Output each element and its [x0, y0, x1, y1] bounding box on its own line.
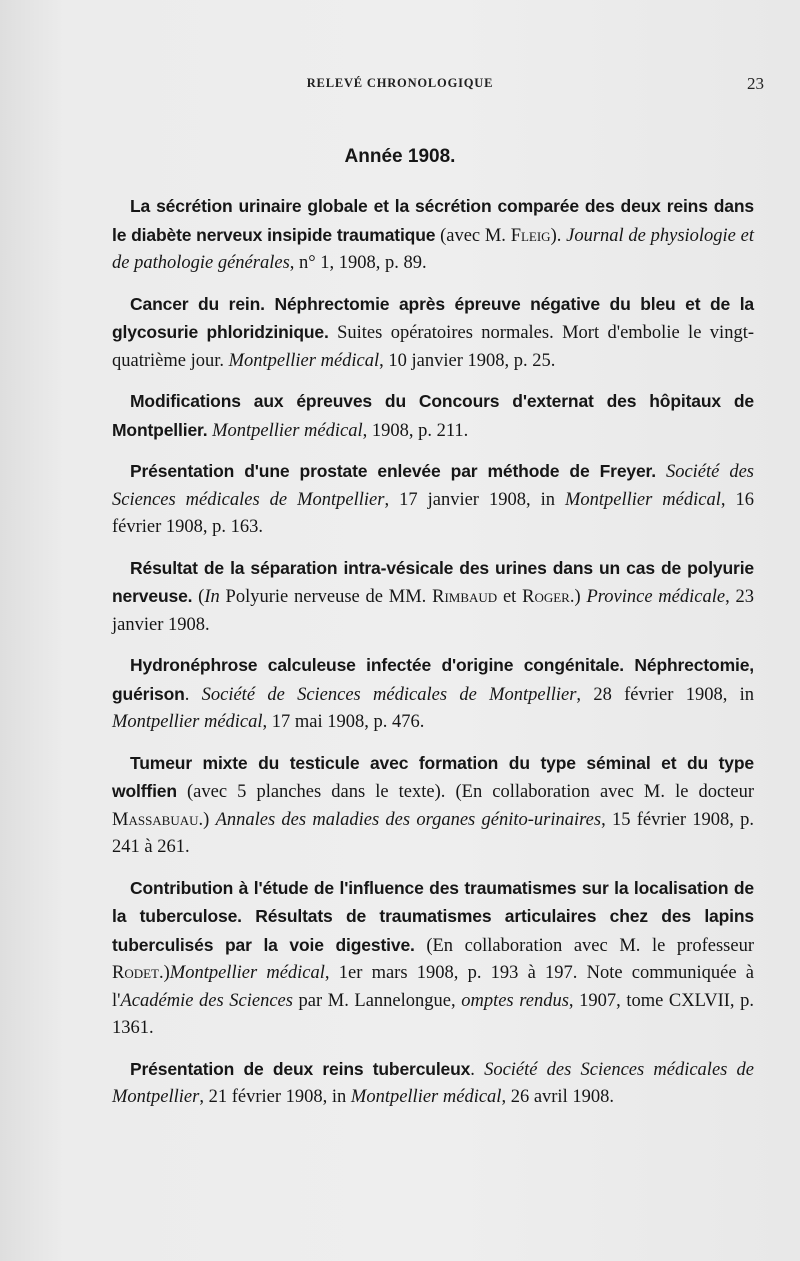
- entry-text: , 15 février 1908, p. 241 à 261.: [112, 809, 755, 857]
- author-name: Rimbaud: [432, 587, 498, 607]
- author-name: Roger: [522, 587, 570, 607]
- bibliography-entry: [112, 1056, 754, 1112]
- journal-name: Société des Sciences médicales de Montpellier: [112, 462, 754, 510]
- entry-text: , 1907, tome CXLVII, p. 1361.: [112, 990, 754, 1038]
- running-head: [0, 76, 800, 96]
- entry-text: , 17 janvier 1908, in: [384, 489, 565, 510]
- entry-text: par M. Lannelongue,: [292, 990, 462, 1011]
- journal-name: Société des Sciences médicales de Montpellier: [112, 1059, 754, 1107]
- entry-title: Présentation d'une prostate enlevée par méthode de Freyer.: [130, 461, 656, 481]
- entry-text: (avec M.: [435, 225, 511, 246]
- entry-text: .): [159, 963, 170, 983]
- journal-name: Montpellier médical: [564, 489, 721, 510]
- journal-name: omptes rendus: [461, 990, 569, 1011]
- journal-name: Montpellier médical: [112, 712, 263, 732]
- entry-text: , n° 1, 1908, p. 89.: [289, 253, 427, 273]
- entry-text: , 1er mars 1908, p. 193 à 197. Note communiquée à l': [112, 963, 755, 1011]
- journal-name: Montpellier médical: [228, 350, 380, 371]
- journal-name: Société de Sciences médicales de Montpellier: [201, 684, 577, 705]
- entry-title: Résultat de la séparation intra-vésicale des urines dans un cas de polyurie nerveuse.: [112, 557, 754, 606]
- journal-name: Province médicale: [586, 587, 726, 607]
- entry-text: .): [569, 587, 587, 607]
- bibliography-entry: [112, 388, 754, 445]
- bibliography-entry: [112, 193, 754, 278]
- bibliography-entry: [112, 750, 754, 862]
- journal-name: Montpellier médical: [350, 1087, 502, 1107]
- author-name: Rodet: [112, 963, 159, 983]
- entry-text: et: [497, 587, 523, 607]
- entry-title: Contribution à l'étude de l'influence des traumatismes sur la localisation de la tuberculose. Résultats de traumatismes articulaires chez des lapins tuberculisés par la voie digestive.: [112, 877, 754, 955]
- entry-text: , 16 février 1908, p. 163.: [112, 489, 754, 537]
- bibliography-entry: [112, 652, 754, 737]
- entry-text: .: [470, 1059, 485, 1080]
- year-heading: Année 1908.: [344, 146, 456, 167]
- entry-title: La sécrétion urinaire globale et la sécrétion comparée des deux reins dans le diabète nerveux insipide traumatique: [112, 196, 754, 245]
- entry-title: Cancer du rein. Néphrectomie après épreuve négative du bleu et de la glycosurie phloridzinique.: [112, 293, 754, 342]
- entry-text: , 26 avril 1908.: [501, 1087, 614, 1107]
- entry-title: Présentation de deux reins tuberculeux: [130, 1058, 471, 1079]
- bibliography-list: [112, 193, 754, 1125]
- author-name: Massabuau: [112, 809, 199, 830]
- entry-text: (: [192, 587, 205, 607]
- bibliography-entry: [112, 458, 754, 542]
- institution-name: Académie des Sciences: [120, 990, 293, 1011]
- entry-italic: In: [204, 587, 220, 607]
- entry-text: Suites opératoires normales. Mort d'embolie le vingt-quatrième jour.: [112, 323, 754, 371]
- entry-text: , 17 mai 1908, p. 476.: [262, 712, 425, 732]
- entry-text: [656, 462, 666, 482]
- entry-text: .): [198, 809, 216, 830]
- bibliography-entry: [112, 291, 754, 376]
- page-number: 23: [747, 74, 764, 93]
- entry-text: (avec 5 planches dans le texte). (En collaboration avec M. le docteur: [176, 782, 754, 802]
- entry-text: , 21 février 1908, in: [199, 1087, 351, 1107]
- entry-text: Polyurie nerveuse de MM.: [219, 587, 433, 607]
- journal-name: Annales des maladies des organes génito-urinaires: [215, 809, 602, 830]
- author-name: Fleig: [510, 225, 551, 246]
- entry-text: , 28 février 1908, in: [576, 684, 754, 705]
- entry-text: (En collaboration avec M. le professeur: [414, 935, 754, 956]
- entry-text: , 10 janvier 1908, p. 25.: [379, 350, 556, 371]
- entry-title: Hydronéphrose calculeuse infectée d'origine congénitale. Néphrectomie, guérison: [112, 655, 754, 704]
- entry-text: .: [184, 684, 202, 705]
- bibliography-entry: [112, 875, 754, 1043]
- journal-name: Journal de physiologie et de pathologie générales: [112, 225, 754, 273]
- entry-text: , 23 janvier 1908.: [112, 587, 755, 635]
- journal-name: Montpellier médical: [169, 963, 325, 983]
- journal-name: Montpellier médical: [212, 420, 363, 441]
- entry-text: , 1908, p. 211.: [362, 420, 469, 441]
- entry-text: ).: [550, 225, 567, 246]
- running-head-title: RELEVÉ CHRONOLOGIQUE: [306, 76, 494, 90]
- entry-title: Tumeur mixte du testicule avec formation du type séminal et du type wolffien: [112, 752, 754, 801]
- bibliography-entry: [112, 555, 754, 640]
- entry-title: Modifications aux épreuves du Concours d'externat des hôpitaux de Montpellier.: [112, 391, 754, 440]
